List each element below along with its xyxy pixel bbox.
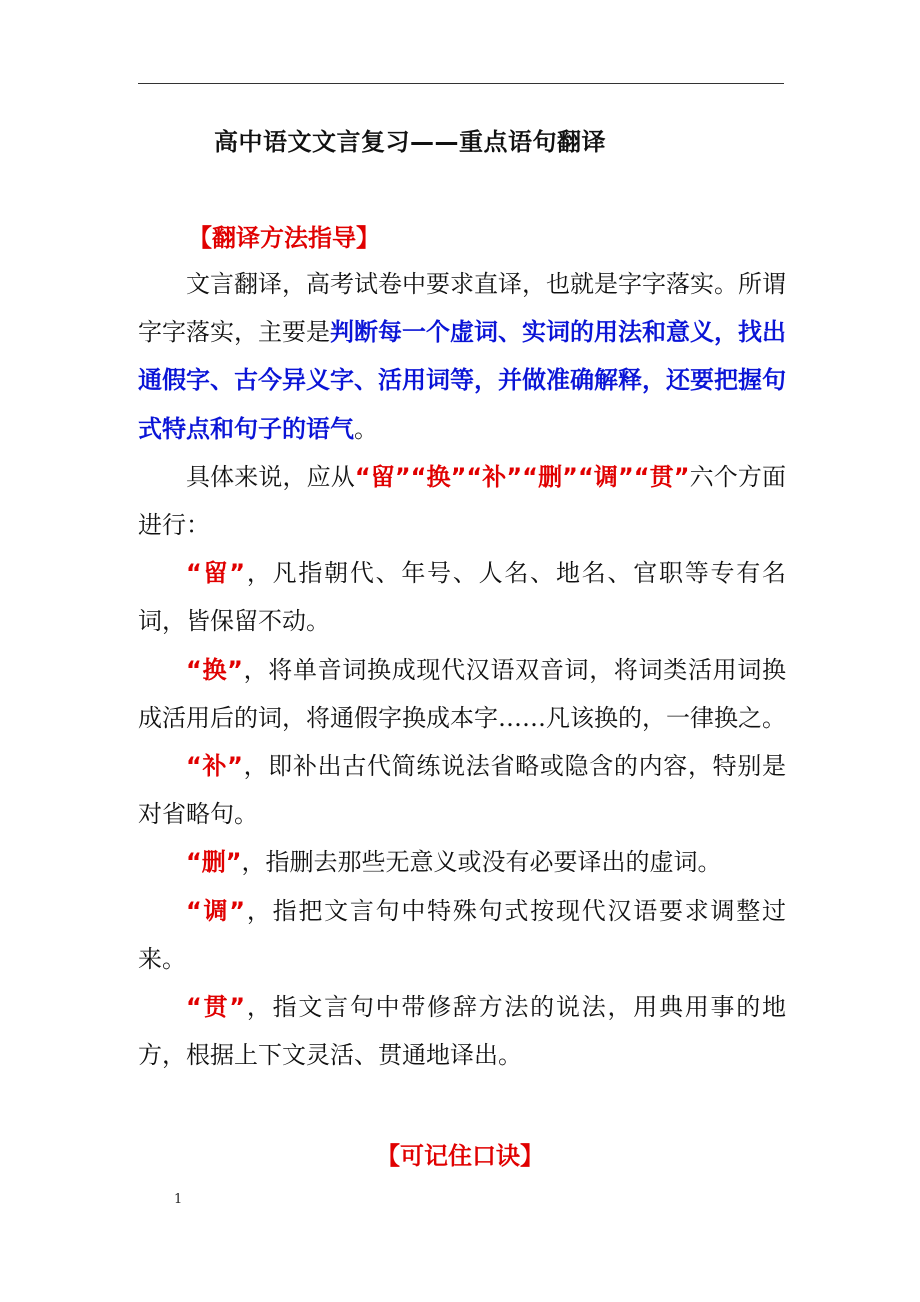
method-key: “贯” bbox=[186, 993, 246, 1022]
method-paragraph-huan bbox=[138, 646, 786, 742]
method-text: ，指文言句中带修辞方法的说法，用典用事的地方，根据上下文灵活、贯通地译出。 bbox=[138, 993, 787, 1070]
method-text: ，指把文言句中特殊句式按现代汉语要求调整过来。 bbox=[138, 896, 787, 973]
intro-text: 文言翻译，高考试卷中要求直译，也就是字字落实。所谓字字落实，主要是 bbox=[138, 270, 786, 347]
page-title: 高中语文文言复习——重点语句翻译 bbox=[214, 128, 606, 156]
method-text: ，凡指朝代、年号、人名、地名、官职等专有名词，皆保留不动。 bbox=[138, 559, 787, 636]
method-paragraph-liu bbox=[138, 549, 786, 645]
summary-keys: “留”“换”“补”“删”“调”“贯” bbox=[354, 462, 690, 491]
method-key: “换” bbox=[186, 655, 243, 684]
section-heading-method: 【翻译方法指导】 bbox=[188, 224, 380, 252]
method-text: ，指删去那些无意义或没有必要译出的虚词。 bbox=[241, 848, 722, 877]
method-paragraph-shan bbox=[138, 838, 786, 886]
intro-end: 。 bbox=[354, 414, 378, 443]
method-paragraph-tiao bbox=[138, 887, 786, 983]
body-text bbox=[138, 260, 786, 1079]
method-text: ，将单音词换成现代汉语双音词，将词类活用词换成活用后的词，将通假字换成本字……凡该换的，一律换之。 bbox=[138, 655, 787, 732]
method-key: “删” bbox=[186, 848, 242, 877]
section-heading-mnemonic: 【可记住口诀】 bbox=[376, 1142, 544, 1170]
method-key: “留” bbox=[186, 559, 246, 588]
summary-suffix: 六个方面进行： bbox=[138, 462, 787, 540]
intro-highlight: 判断每一个虚词、实词的用法和意义，找出通假字、古今异义字、活用词等，并做准确解释，还要把握句式特点和句子的语气 bbox=[138, 318, 786, 443]
method-paragraph-bu bbox=[138, 742, 786, 838]
method-key: “调” bbox=[186, 896, 246, 925]
summary-prefix: 具体来说，应从 bbox=[186, 462, 355, 491]
page-number: 1 bbox=[174, 1192, 183, 1207]
summary-paragraph bbox=[138, 453, 786, 549]
method-key: “补” bbox=[186, 752, 243, 781]
header-rule bbox=[138, 83, 784, 84]
intro-paragraph bbox=[138, 260, 786, 453]
method-paragraph-guan bbox=[138, 983, 786, 1079]
method-text: ，即补出古代简练说法省略或隐含的内容，特别是对省略句。 bbox=[138, 752, 787, 829]
